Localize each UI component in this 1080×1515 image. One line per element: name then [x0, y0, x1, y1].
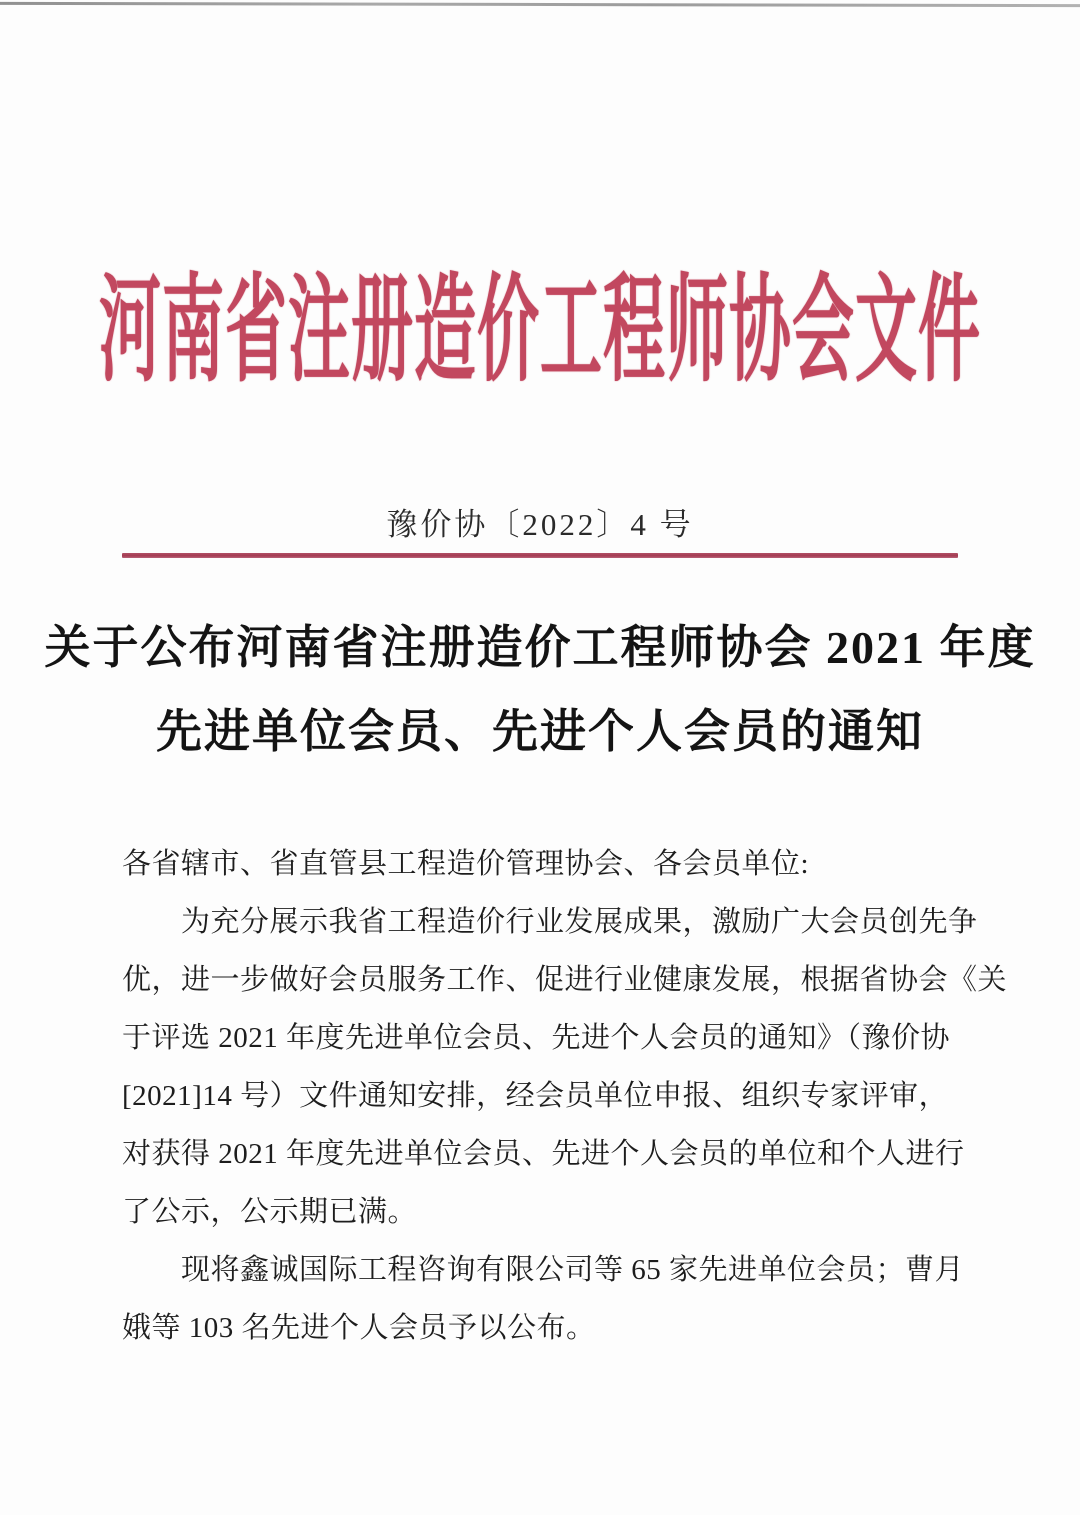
- document-title-line-2: 先进单位会员、先进个人会员的通知: [156, 706, 924, 757]
- body-line: 了公示，公示期已满。: [122, 1196, 418, 1228]
- body-line: 对获得 2021 年度先进单位会员、先进个人会员的单位和个人进行: [122, 1138, 965, 1170]
- letterhead-title: 河南省注册造价工程师协会文件: [98, 268, 981, 397]
- body-line: 为充分展示我省工程造价行业发展成果，激励广大会员创先争: [122, 906, 978, 938]
- document-title: [0, 606, 1080, 774]
- body-line: 优，进一步做好会员服务工作、促进行业健康发展，根据省协会《关: [122, 964, 1008, 996]
- red-divider-rule: [122, 553, 958, 558]
- document-title-line-1: 关于公布河南省注册造价工程师协会 2021 年度: [44, 622, 1036, 673]
- document-body: [122, 835, 1008, 1357]
- body-line: 娥等 103 名先进个人会员予以公布。: [122, 1312, 596, 1344]
- body-line: 于评选 2021 年度先进单位会员、先进个人会员的通知》（豫价协: [122, 1022, 951, 1054]
- document-number: 豫价协〔2022〕4 号: [386, 507, 694, 542]
- scan-edge-artifact: [0, 2, 1080, 7]
- body-line: 现将鑫诚国际工程咨询有限公司等 65 家先进单位会员；曹月: [122, 1254, 965, 1286]
- body-line-salutation: 各省辖市、省直管县工程造价管理协会、各会员单位:: [122, 848, 810, 880]
- body-line: [2021]14 号）文件通知安排，经会员单位申报、组织专家评审，: [122, 1080, 949, 1112]
- letterhead-banner: [0, 268, 1080, 397]
